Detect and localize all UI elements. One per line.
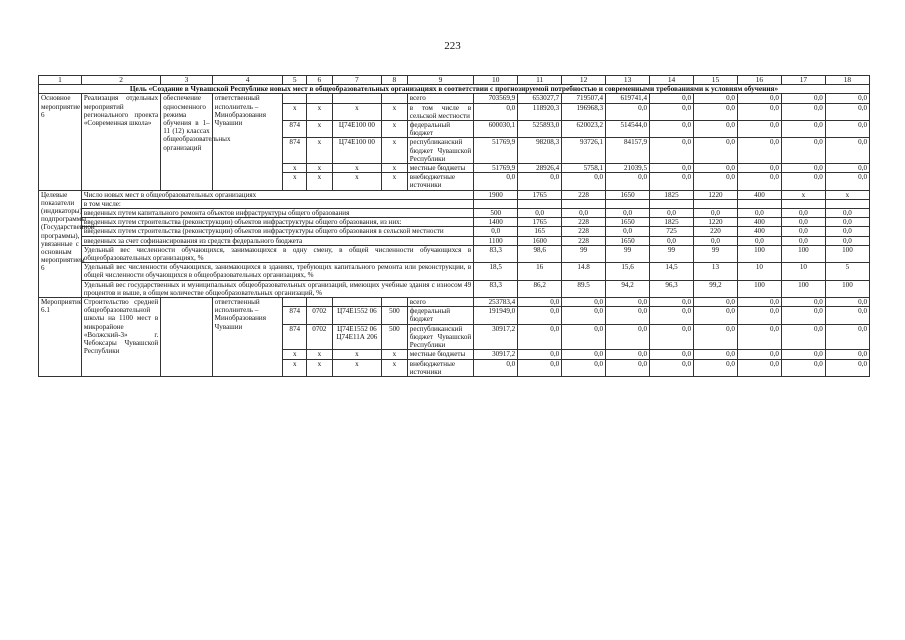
indicator-value: 10: [781, 263, 825, 280]
event-goal: обеспечение односменного режима обучения в 1–11 (12) классах общеобразовательных организаций: [161, 94, 212, 190]
funding-value: 0,0: [694, 121, 738, 138]
indicator-value: 98,6: [518, 245, 562, 262]
indicator-label: введенных путем строительства (реконструкции) объектов инфраструктуры общего образования, из них:: [81, 218, 473, 227]
funding-value: 0,0: [650, 121, 694, 138]
section-code: х: [307, 121, 333, 138]
funding-value: 0,0: [781, 164, 825, 173]
indicator-value: 228: [562, 227, 606, 236]
column-number: 9: [407, 76, 473, 85]
expense-type-code: 500: [382, 324, 408, 350]
grbs-code: 874: [283, 138, 307, 164]
event-name: Мероприятие 6.1: [39, 298, 82, 377]
goal-row: [39, 85, 870, 94]
column-number: 2: [81, 76, 160, 85]
indicator-value: 100: [781, 245, 825, 262]
indicator-value: [650, 199, 694, 208]
indicator-value: 0,0: [606, 209, 650, 218]
funding-value: 0,0: [825, 121, 869, 138]
funding-value: 0,0: [606, 324, 650, 350]
indicator-value: 0,0: [781, 236, 825, 245]
indicator-value: 99: [562, 245, 606, 262]
funding-value: 0,0: [562, 298, 606, 307]
indicator-value: 86,2: [518, 280, 562, 297]
event-description: Строительство средней общеобразовательной школы на 1100 мест в микрорайоне «Волжский-3» г. Чебоксары Чувашской Республики: [81, 298, 160, 377]
expense-type-code: х: [382, 138, 408, 164]
funding-value: 0,0: [825, 359, 869, 376]
funding-value: 0,0: [694, 94, 738, 103]
funding-value: 0,0: [781, 121, 825, 138]
indicator-row: [39, 190, 870, 199]
indicator-value: 0,0: [737, 209, 781, 218]
goal-text: Цель «Создание в Чувашской Республике новых мест в общеобразовательных организациях в соответствии с прогнозируемой потребностью и современными требованиями к условиям обучения»: [39, 85, 870, 94]
funding-value: 0,0: [562, 350, 606, 359]
indicator-value: 100: [737, 280, 781, 297]
indicator-value: [562, 199, 606, 208]
funding-value: 600030,1: [474, 121, 518, 138]
indicator-value: 13: [694, 263, 738, 280]
funding-value: 30917,2: [474, 350, 518, 359]
indicator-value: 0,0: [606, 227, 650, 236]
funding-value: 0,0: [518, 173, 562, 190]
column-number: 11: [518, 76, 562, 85]
column-number: 12: [562, 76, 606, 85]
indicator-row: [39, 218, 870, 227]
target-article-code: х: [332, 173, 381, 190]
funding-value: 0,0: [781, 173, 825, 190]
indicator-value: 1650: [606, 190, 650, 199]
indicator-value: [737, 199, 781, 208]
funding-value: 0,0: [650, 94, 694, 103]
grbs-code: [283, 298, 307, 307]
target-article-code: Ц74Е100 00: [332, 121, 381, 138]
funding-value: 719507,4: [562, 94, 606, 103]
target-article-code: х: [332, 164, 381, 173]
funding-value: 51769,9: [474, 138, 518, 164]
grbs-code: х: [283, 350, 307, 359]
funding-value: 0,0: [650, 164, 694, 173]
funding-value: 0,0: [518, 298, 562, 307]
indicator-value: 0,0: [562, 209, 606, 218]
funding-value: 191949,0: [474, 307, 518, 324]
funding-value: 0,0: [694, 359, 738, 376]
expense-type-code: х: [382, 173, 408, 190]
funding-source: всего: [407, 94, 473, 103]
indicator-value: 500: [474, 209, 518, 218]
funding-value: 0,0: [825, 173, 869, 190]
indicator-value: 100: [825, 245, 869, 262]
indicator-value: 1220: [694, 218, 738, 227]
expense-type-code: [382, 94, 408, 103]
funding-source: в том числе в сельской местности: [407, 103, 473, 120]
funding-value: 653027,7: [518, 94, 562, 103]
funding-value: 0,0: [518, 307, 562, 324]
section-code: 0702: [307, 324, 333, 350]
funding-value: 0,0: [474, 359, 518, 376]
funding-value: 0,0: [781, 298, 825, 307]
funding-value: 0,0: [474, 103, 518, 120]
funding-value: 0,0: [737, 94, 781, 103]
column-number: 17: [781, 76, 825, 85]
indicator-label: введенных путем капитального ремонта объектов инфраструктуры общего образования: [81, 209, 473, 218]
funding-value: 0,0: [694, 138, 738, 164]
indicator-value: 1765: [518, 218, 562, 227]
grbs-code: х: [283, 173, 307, 190]
funding-source: местные бюджеты: [407, 350, 473, 359]
funding-value: 619741,4: [606, 94, 650, 103]
indicator-value: 1900: [474, 190, 518, 199]
indicator-value: 165: [518, 227, 562, 236]
indicator-value: 725: [650, 227, 694, 236]
expense-type-code: х: [382, 359, 408, 376]
event-description: Реализация отдельных мероприятий регионального проекта «Современная школа»: [81, 94, 160, 190]
funding-value: 620023,2: [562, 121, 606, 138]
column-number: 18: [825, 76, 869, 85]
target-article-code: х: [332, 103, 381, 120]
indicator-value: 89.5: [562, 280, 606, 297]
funding-value: 0,0: [825, 307, 869, 324]
indicator-value: 220: [694, 227, 738, 236]
indicator-value: 99: [650, 245, 694, 262]
funding-value: 0,0: [825, 350, 869, 359]
indicator-value: [518, 199, 562, 208]
funding-value: 0,0: [650, 103, 694, 120]
target-article-code: Ц74Е100 00: [332, 138, 381, 164]
section-code: х: [307, 359, 333, 376]
column-number: 5: [283, 76, 307, 85]
indicator-value: [606, 199, 650, 208]
funding-value: 118920,3: [518, 103, 562, 120]
expense-type-code: х: [382, 350, 408, 359]
funding-value: 0,0: [562, 324, 606, 350]
expense-type-code: х: [382, 164, 408, 173]
indicator-value: 1100: [474, 236, 518, 245]
expense-type-code: х: [382, 121, 408, 138]
indicators-heading: Целевые показатели (индикаторы) подпрограммы (Государственной программы), увязанные с основным мероприятием 6: [39, 190, 82, 297]
column-number: 7: [332, 76, 381, 85]
indicator-row: [39, 245, 870, 262]
indicator-label: Удельный вес государственных и муниципальных общеобразовательных организаций, имеющих учебные здания с износом 49 процентов и выше, в общем количестве общеобразовательных организаций, %: [81, 280, 473, 297]
indicator-value: 10: [737, 263, 781, 280]
funding-value: 0,0: [737, 307, 781, 324]
funding-value: 0,0: [781, 103, 825, 120]
funding-value: 0,0: [825, 164, 869, 173]
responsible-executor: ответственный исполнитель – Минобразования Чувашии: [212, 298, 283, 377]
funding-value: 0,0: [606, 307, 650, 324]
funding-value: 0,0: [606, 103, 650, 120]
indicator-row: [39, 199, 870, 208]
funding-value: 0,0: [606, 359, 650, 376]
column-number: 8: [382, 76, 408, 85]
funding-value: 98208,3: [518, 138, 562, 164]
section-code: х: [307, 350, 333, 359]
indicator-row: [39, 209, 870, 218]
event-goal: [161, 298, 212, 377]
funding-row: [39, 94, 870, 103]
indicator-value: 15,6: [606, 263, 650, 280]
column-number: 16: [737, 76, 781, 85]
indicator-value: 100: [825, 280, 869, 297]
indicator-label: Число новых мест в общеобразовательных организациях: [81, 190, 473, 199]
indicator-value: 0,0: [518, 209, 562, 218]
grbs-code: 874: [283, 324, 307, 350]
funding-value: 0,0: [562, 173, 606, 190]
indicator-value: 99: [606, 245, 650, 262]
target-article-code: х: [332, 359, 381, 376]
funding-value: 0,0: [737, 121, 781, 138]
indicator-value: 0,0: [737, 236, 781, 245]
indicator-label: введенных путем строительства (реконструкции) объектов инфраструктуры общего образования в сельской местности: [81, 227, 473, 236]
funding-value: 0,0: [781, 307, 825, 324]
section-code: х: [307, 173, 333, 190]
indicator-value: 96,3: [650, 280, 694, 297]
indicator-value: 400: [737, 190, 781, 199]
funding-value: 0,0: [737, 173, 781, 190]
funding-value: 21039,5: [606, 164, 650, 173]
indicator-value: 1825: [650, 190, 694, 199]
expense-type-code: х: [382, 103, 408, 120]
funding-value: 0,0: [606, 298, 650, 307]
indicator-value: 1220: [694, 190, 738, 199]
section-code: [307, 298, 333, 307]
indicator-value: 1650: [606, 236, 650, 245]
funding-value: 0,0: [650, 173, 694, 190]
funding-value: 0,0: [518, 324, 562, 350]
section-code: 0702: [307, 307, 333, 324]
indicator-row: [39, 236, 870, 245]
indicator-value: 0,0: [781, 227, 825, 236]
indicator-value: [781, 199, 825, 208]
funding-value: 0,0: [781, 324, 825, 350]
section-code: х: [307, 103, 333, 120]
section-code: х: [307, 164, 333, 173]
indicator-value: 1400: [474, 218, 518, 227]
indicator-value: 18,5: [474, 263, 518, 280]
indicator-value: 1765: [518, 190, 562, 199]
column-number: 3: [161, 76, 212, 85]
funding-value: 0,0: [694, 307, 738, 324]
funding-source: республиканский бюджет Чувашской Республики: [407, 138, 473, 164]
target-article-code: [332, 94, 381, 103]
funding-value: 28926,4: [518, 164, 562, 173]
funding-value: 0,0: [518, 350, 562, 359]
funding-value: 0,0: [562, 359, 606, 376]
indicator-value: 0,0: [825, 218, 869, 227]
indicator-label: в том числе:: [81, 199, 473, 208]
funding-value: 30917,2: [474, 324, 518, 350]
funding-value: 0,0: [781, 94, 825, 103]
indicator-value: 400: [737, 218, 781, 227]
indicator-value: 228: [562, 190, 606, 199]
funding-value: 0,0: [606, 173, 650, 190]
funding-value: 0,0: [737, 138, 781, 164]
funding-value: 0,0: [694, 164, 738, 173]
funding-value: 5758,1: [562, 164, 606, 173]
funding-value: 0,0: [737, 324, 781, 350]
funding-value: 0,0: [825, 138, 869, 164]
funding-value: 0,0: [474, 173, 518, 190]
target-article-code: Ц74Е1552 06: [332, 307, 381, 324]
funding-value: 0,0: [825, 324, 869, 350]
column-number: 10: [474, 76, 518, 85]
funding-value: 525893,0: [518, 121, 562, 138]
funding-value: 0,0: [650, 138, 694, 164]
indicator-value: 14.8: [562, 263, 606, 280]
funding-value: 0,0: [606, 350, 650, 359]
indicator-value: 0,0: [694, 236, 738, 245]
target-article-code: х: [332, 350, 381, 359]
grbs-code: х: [283, 164, 307, 173]
indicator-value: 100: [781, 280, 825, 297]
funding-source: федеральный бюджет: [407, 121, 473, 138]
funding-value: 514544,0: [606, 121, 650, 138]
indicator-value: 94,2: [606, 280, 650, 297]
responsible-executor: ответственный исполнитель – Минобразования Чувашии: [212, 94, 283, 190]
funding-value: 0,0: [737, 350, 781, 359]
section-code: х: [307, 138, 333, 164]
funding-value: 84157,9: [606, 138, 650, 164]
indicator-value: 0,0: [474, 227, 518, 236]
column-number: 4: [212, 76, 283, 85]
funding-value: 0,0: [737, 359, 781, 376]
expense-type-code: [382, 298, 408, 307]
indicator-row: [39, 280, 870, 297]
indicator-row: [39, 227, 870, 236]
funding-value: 0,0: [694, 103, 738, 120]
funding-value: 0,0: [737, 298, 781, 307]
indicator-value: 0,0: [825, 236, 869, 245]
grbs-code: х: [283, 359, 307, 376]
indicator-row: [39, 263, 870, 280]
indicator-value: 1825: [650, 218, 694, 227]
target-article-code: [332, 298, 381, 307]
program-table: [38, 75, 870, 377]
funding-value: 0,0: [562, 307, 606, 324]
funding-value: 0,0: [781, 350, 825, 359]
indicator-value: [474, 199, 518, 208]
indicator-label: Удельный вес численности обучающихся, занимающихся в зданиях, требующих капитального ремонта или реконструкции, в общей численности обучающихся в общеобразовательных организациях, %: [81, 263, 473, 280]
indicator-value: 0,0: [781, 218, 825, 227]
funding-value: 253783,4: [474, 298, 518, 307]
indicator-value: 0,0: [650, 236, 694, 245]
indicator-value: 83,3: [474, 280, 518, 297]
funding-value: 0,0: [650, 298, 694, 307]
column-number: 6: [307, 76, 333, 85]
funding-value: 703569,9: [474, 94, 518, 103]
funding-value: 0,0: [737, 103, 781, 120]
column-number: 15: [694, 76, 738, 85]
indicator-value: 228: [562, 236, 606, 245]
indicator-value: 0,0: [825, 227, 869, 236]
indicator-value: 1600: [518, 236, 562, 245]
indicator-value: 400: [737, 227, 781, 236]
grbs-code: х: [283, 103, 307, 120]
funding-value: 0,0: [518, 359, 562, 376]
indicator-value: 100: [737, 245, 781, 262]
grbs-code: 874: [283, 307, 307, 324]
indicator-value: 1650: [606, 218, 650, 227]
funding-value: 0,0: [825, 103, 869, 120]
indicator-value: 228: [562, 218, 606, 227]
funding-value: 0,0: [825, 298, 869, 307]
indicator-value: [694, 199, 738, 208]
funding-source: местные бюджеты: [407, 164, 473, 173]
indicator-value: 99: [694, 245, 738, 262]
funding-value: 93726,1: [562, 138, 606, 164]
funding-source: внебюджетные источники: [407, 173, 473, 190]
funding-value: 0,0: [781, 359, 825, 376]
funding-value: 0,0: [694, 324, 738, 350]
funding-source: всего: [407, 298, 473, 307]
indicator-value: 0,0: [694, 209, 738, 218]
funding-value: 0,0: [694, 298, 738, 307]
funding-value: 0,0: [737, 164, 781, 173]
event-name: Основное мероприятие 6: [39, 94, 82, 190]
indicator-label: введенных за счет софинансирования из средств федерального бюджета: [81, 236, 473, 245]
column-number: 1: [39, 76, 82, 85]
funding-value: 0,0: [781, 138, 825, 164]
funding-source: республиканский бюджет Чувашской Республики: [407, 324, 473, 350]
indicator-value: 14,5: [650, 263, 694, 280]
indicator-value: 16: [518, 263, 562, 280]
indicator-value: 99,2: [694, 280, 738, 297]
funding-value: 0,0: [650, 359, 694, 376]
funding-value: 0,0: [694, 173, 738, 190]
funding-source: внебюджетные источники: [407, 359, 473, 376]
indicator-value: 83,3: [474, 245, 518, 262]
page-number: 223: [444, 40, 461, 52]
indicator-value: х: [825, 190, 869, 199]
grbs-code: [283, 94, 307, 103]
indicator-label: Удельный вес численности обучающихся, занимающихся в одну смену, в общей численности обучающихся в общеобразовательных организациях, %: [81, 245, 473, 262]
column-number: 14: [650, 76, 694, 85]
funding-value: 0,0: [825, 94, 869, 103]
funding-value: 196968,3: [562, 103, 606, 120]
funding-value: 0,0: [650, 307, 694, 324]
indicator-value: 0,0: [781, 209, 825, 218]
indicator-value: 5: [825, 263, 869, 280]
target-article-code: Ц74Е1552 06 Ц74Е11А 206: [332, 324, 381, 350]
indicator-value: [825, 199, 869, 208]
funding-source: федеральный бюджет: [407, 307, 473, 324]
funding-value: 51769,9: [474, 164, 518, 173]
indicator-value: 0,0: [650, 209, 694, 218]
funding-value: 0,0: [650, 324, 694, 350]
grbs-code: 874: [283, 121, 307, 138]
funding-value: 0,0: [694, 350, 738, 359]
funding-row: [39, 298, 870, 307]
column-number: 13: [606, 76, 650, 85]
expense-type-code: 500: [382, 307, 408, 324]
funding-value: 0,0: [650, 350, 694, 359]
indicator-value: 0,0: [825, 209, 869, 218]
indicator-value: х: [781, 190, 825, 199]
section-code: [307, 94, 333, 103]
